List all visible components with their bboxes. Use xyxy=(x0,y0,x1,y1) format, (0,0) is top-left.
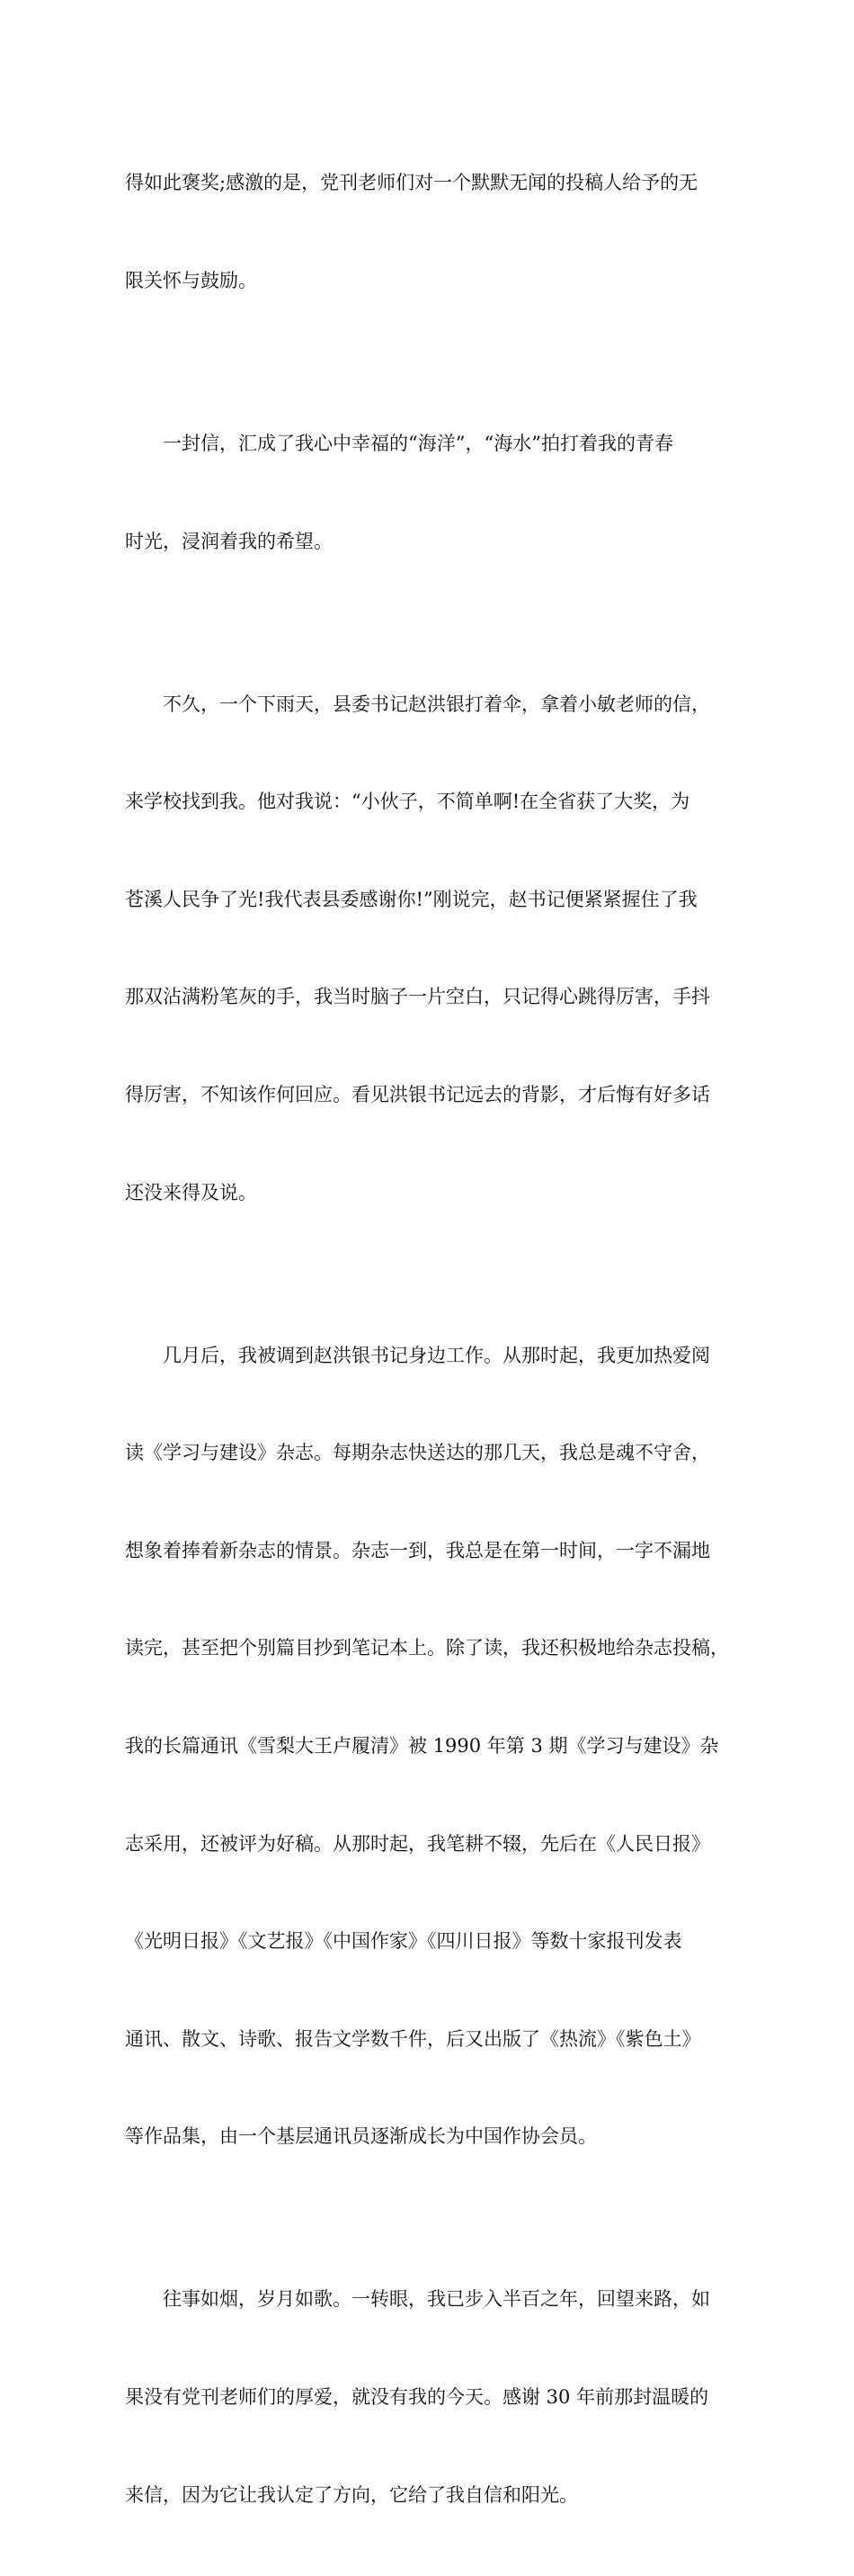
text-line: 还没来得及说。 xyxy=(125,1181,257,1203)
text-line: 时光，浸润着我的希望。 xyxy=(125,530,333,552)
text-line: 想象着捧着新杂志的情景。杂志一到，我总是在第一时间，一字不漏地 xyxy=(125,1539,710,1561)
text-line: 得如此褒奖;感激的是，党刊老师们对一个默默无闻的投稿人给予的无 xyxy=(125,172,698,194)
text-line: 读完，甚至把个别篇目抄到笔记本上。除了读，我还积极地给杂志投稿， xyxy=(125,1637,729,1659)
text-line: 不久，一个下雨天，县委书记赵洪银打着伞，拿着小敏老师的信， xyxy=(163,693,710,715)
text-line: 来学校找到我。他对我说：“小伙子，不简单啊!在全省获了大奖，为 xyxy=(125,791,690,813)
text-line: 苍溪人民争了光!我代表县委感谢你!”刚说完，赵书记便紧紧握住了我 xyxy=(125,888,698,910)
paragraph-4 xyxy=(125,1274,732,2218)
paragraph-5 xyxy=(125,2218,732,2576)
text-line: 我的长篇通讯《雪梨大王卢履清》被 1990 年第 3 期《学习与建设》杂 xyxy=(125,1734,719,1757)
text-line: 果没有党刊老师们的厚爱，就没有我的今天。感谢 30 年前那封温暖的 xyxy=(125,2385,709,2408)
paragraph-1 xyxy=(125,102,732,362)
text-line: 得厉害，不知该作何回应。看见洪银书记远去的背影，才后悔有好多话 xyxy=(125,1083,710,1105)
document-body xyxy=(125,102,732,2576)
text-line: 来信，因为它让我认定了方向，它给了我自信和阳光。 xyxy=(125,2483,578,2506)
text-line: 通讯、散文、诗歌、报告文学数千件，后又出版了《热流》《紫色土》 xyxy=(125,2027,701,2050)
paragraph-3 xyxy=(125,622,732,1274)
text-line: 往事如烟，岁月如歌。一转眼，我已步入半百之年，回望来路，如 xyxy=(163,2288,710,2311)
text-line: 限关怀与鼓励。 xyxy=(125,270,257,291)
paragraph-2 xyxy=(125,362,732,623)
text-line: 一封信，汇成了我心中幸福的“海洋”，“海水”拍打着我的青春 xyxy=(163,433,673,454)
text-line: 几月后，我被调到赵洪银书记身边工作。从那时起，我更加热爱阅 xyxy=(163,1344,710,1366)
text-line: 等作品集，由一个基层通讯员逐渐成长为中国作协会员。 xyxy=(125,2125,597,2148)
text-line: 那双沾满粉笔灰的手，我当时脑子一片空白，只记得心跳得厉害，手抖 xyxy=(125,986,710,1008)
text-line: 《光明日报》《文艺报》《中国作家》《四川日报》等数十家报刊发表 xyxy=(125,1930,682,1953)
text-line: 读《学习与建设》杂志。每期杂志快送达的那几天，我总是魂不守舍， xyxy=(125,1442,710,1464)
text-line: 志采用，还被评为好稿。从那时起，我笔耕不辍，先后在《人民日报》 xyxy=(125,1832,710,1855)
